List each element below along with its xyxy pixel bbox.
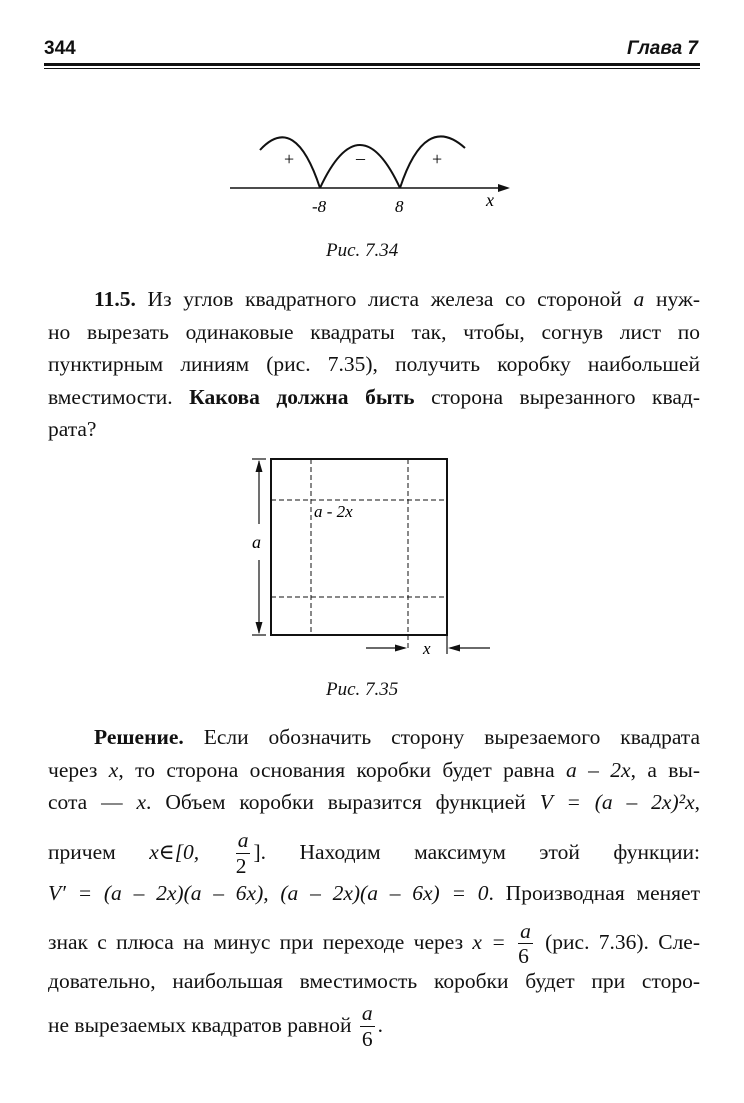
fraction-a-over-6: $\frac{a}{6}$ (518, 918, 531, 969)
solution-text: Решение. Если обозначить сторону вырезаемого квадрата через x, то сторона основания коробки будет равна a – 2x, а вы- сота — x. Объем коробки выразится функцией V = (a – 2x)²x, причем x∈[0, $\frac{a}{2}$ ]. Находим максимум этой функции: V′ = (a – 2x)(a – 6x), (a – 2x)(a – 6x) = 0. Производная меняет знак с плюса на минус при переходе через x = $\frac{a}{6}$ (рис. 7.36). Сле- довательно, наибольшая вместимость коробки будет при сторо- не вырезаемых квадратов равной $\frac{a}{6}$ . (48, 725, 701, 1051)
tick-label-8: 8 (395, 197, 404, 216)
dimension-a-arrow-up (256, 460, 263, 472)
page-number: 344 (44, 38, 76, 59)
header-rule-thin (44, 68, 700, 69)
sign-plus-left: + (284, 149, 295, 169)
caption-7-34: Рис. 7.34 (326, 240, 399, 261)
sheet-outline (271, 459, 447, 635)
fraction-a-over-2: $\frac{a}{2}$ (235, 828, 249, 878)
problem-number: 11.5. (94, 287, 136, 311)
volume-formula: V = (a – 2x)²x (539, 790, 695, 814)
figure-7-35 (240, 452, 500, 670)
dimension-a-arrow-down (256, 622, 263, 634)
label-x: x (423, 639, 431, 658)
x-axis-arrow (498, 184, 510, 192)
problem-text: 11.5. Из углов квадратного листа железа со стороной a нуж- но вырезать одинаковые квадраты так, чтобы, согнув лист по пунктирным линиям (рис. 7.35), получить коробку наибольшей вместимости. Какова должна быть сторона вырезанного квад- рата? (48, 287, 701, 441)
sign-minus: – (356, 148, 365, 168)
axis-label-x: x (486, 190, 494, 210)
caption-7-35: Рис. 7.35 (326, 679, 399, 700)
derivative-formula: V′ = (a – 2x)(a – 6x), (a – 2x)(a – 6x) = 0 (48, 880, 489, 905)
solution-label: Решение. (94, 725, 184, 749)
chapter-title: Глава 7 (627, 38, 698, 59)
page-header (44, 38, 700, 68)
label-inner-side: a - 2x (314, 502, 353, 521)
dimension-x-arrow-left (395, 645, 407, 652)
figure-7-34 (220, 120, 520, 220)
label-a: a (252, 532, 261, 552)
tick-label-neg8: -8 (312, 197, 327, 216)
header-rule (44, 63, 700, 66)
sign-plus-right: + (432, 149, 443, 169)
dimension-x-arrow-right (448, 645, 460, 652)
fraction-a-over-6-final: $\frac{a}{6}$ (361, 1001, 373, 1051)
